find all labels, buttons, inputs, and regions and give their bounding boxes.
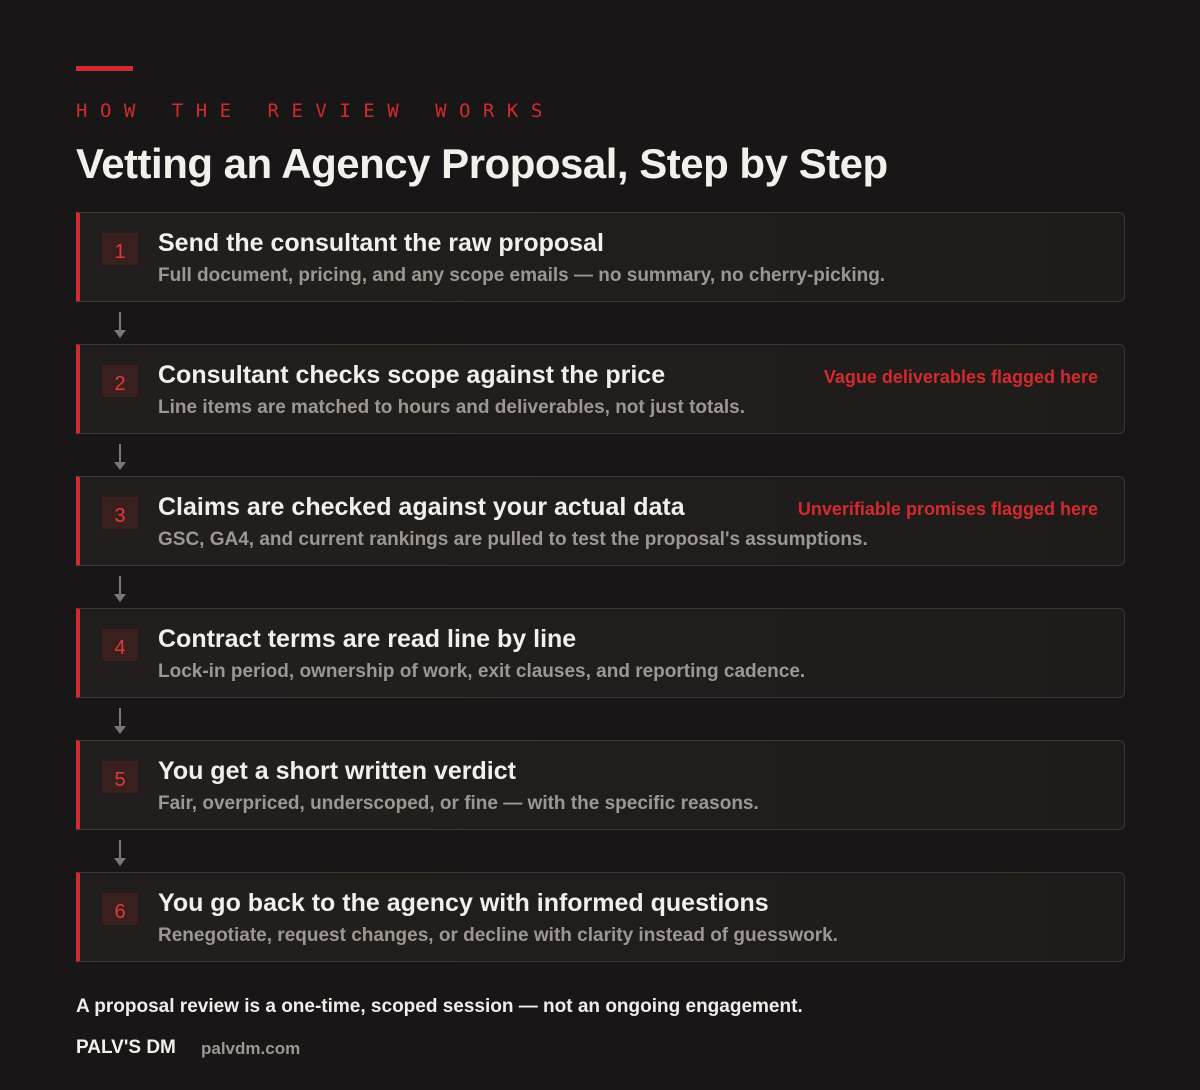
eyebrow-label: HOW THE REVIEW WORKS: [76, 100, 555, 122]
site-link[interactable]: palvdm.com: [201, 1039, 301, 1058]
accent-bar: [76, 66, 133, 71]
step-card-1: [76, 212, 1125, 302]
step-description: Renegotiate, request changes, or decline with clarity instead of guesswork.: [158, 925, 838, 946]
down-arrow-icon: [76, 566, 1125, 608]
step-description: Line items are matched to hours and deliverables, not just totals.: [158, 397, 746, 418]
step-card-3: [76, 476, 1125, 566]
step-flag-note: Vague deliverables flagged here: [823, 367, 1098, 387]
step-description: Full document, pricing, and any scope emails — no summary, no cherry-picking.: [158, 265, 886, 286]
footnote: A proposal review is a one-time, scoped session — not an ongoing engagement.: [76, 996, 803, 1017]
step-flag-note: Unverifiable promises flagged here: [797, 499, 1098, 519]
page-title: Vetting an Agency Proposal, Step by Step: [76, 140, 888, 187]
step-number-badge: 4: [102, 629, 138, 661]
step-title: You get a short written verdict: [158, 757, 516, 785]
step-number-badge: 2: [102, 365, 138, 397]
step-number-badge: 3: [102, 497, 138, 529]
down-arrow-icon: [76, 830, 1125, 872]
down-arrow-icon: [76, 434, 1125, 476]
step-card-2: [76, 344, 1125, 434]
step-title: Contract terms are read line by line: [158, 625, 577, 653]
brand-name: PALV'S DM: [76, 1037, 176, 1058]
step-number-badge: 6: [102, 893, 138, 925]
step-title: Send the consultant the raw proposal: [158, 229, 604, 257]
step-card-5: [76, 740, 1125, 830]
step-description: Fair, overpriced, underscoped, or fine — with the specific reasons.: [158, 793, 759, 814]
down-arrow-icon: [76, 302, 1125, 344]
step-title: You go back to the agency with informed questions: [158, 889, 769, 917]
down-arrow-icon: [76, 698, 1125, 740]
step-title: Claims are checked against your actual data: [158, 493, 685, 521]
step-title: Consultant checks scope against the price: [158, 361, 666, 389]
step-number-badge: 1: [102, 233, 138, 265]
step-card-6: [76, 872, 1125, 962]
step-description: Lock-in period, ownership of work, exit clauses, and reporting cadence.: [158, 661, 806, 682]
step-description: GSC, GA4, and current rankings are pulled to test the proposal's assumptions.: [158, 529, 868, 550]
step-number-badge: 5: [102, 761, 138, 793]
steps-list: [76, 212, 1125, 962]
step-card-4: [76, 608, 1125, 698]
